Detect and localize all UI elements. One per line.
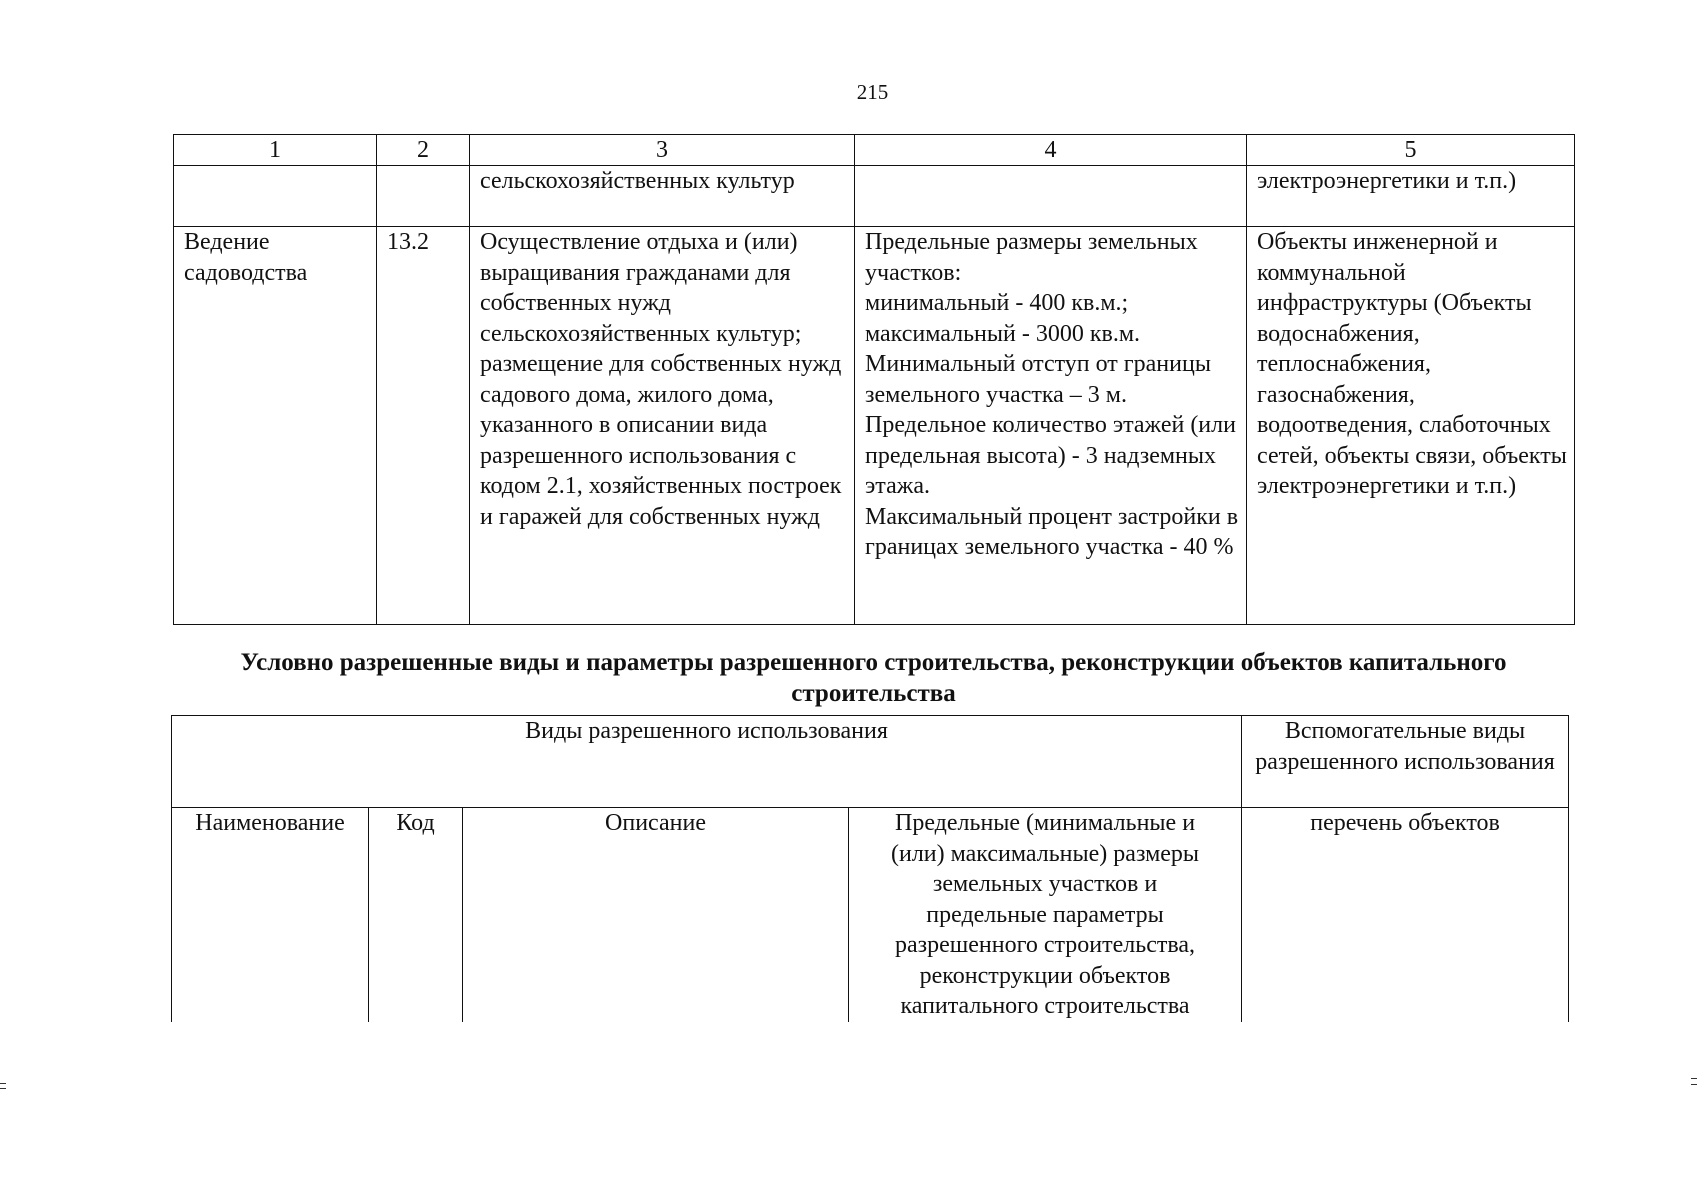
parameters-column-header: Предельные (минимальные и (или) максимальные) размеры земельных участков и предельные параметры разрешенного строительства, реконструкции объектов капитального строительства: [849, 808, 1242, 1022]
code-column-header: Код: [369, 808, 463, 1022]
continuation-parameters-cell: [855, 166, 1247, 227]
use-parameters-cell: Предельные размеры земельных участков: минимальный - 400 кв.м.; максимальный - 3000 кв.м. Минимальный отступ от границы земельного участка – 3 м. Предельное количество этажей (или предельная высота) - 3 надземных этажа. Максимальный процент застройки в границах земельного участка - 40 %: [855, 227, 1247, 625]
continuation-auxiliary-cell: электроэнергетики и т.п.): [1247, 166, 1575, 227]
description-column-header: Описание: [463, 808, 849, 1022]
scan-margin-mark-left: [0, 1088, 6, 1089]
auxiliary-uses-header: Вспомогательные виды разрешенного использования: [1242, 716, 1569, 808]
column-number-row: [174, 135, 1575, 166]
column-header-row: [172, 808, 1569, 1022]
column-number-3: 3: [470, 135, 855, 166]
scan-margin-mark-right: [1691, 1084, 1697, 1085]
use-name-cell: Ведение садоводства: [174, 227, 377, 625]
column-number-2: 2: [377, 135, 470, 166]
continuation-description-cell: сельскохозяйственных культур: [470, 166, 855, 227]
continuation-code-cell: [377, 166, 470, 227]
continuation-name-cell: [174, 166, 377, 227]
use-code-cell: 13.2: [377, 227, 470, 625]
column-number-4: 4: [855, 135, 1247, 166]
use-description-cell: Осуществление отдыха и (или) выращивания гражданами для собственных нужд сельскохозяйственных культур; размещение для собственных нужд садового дома, жилого дома, указанного в описании вида разрешенного использования с кодом 2.1, хозяйственных построек и гаражей для собственных нужд: [470, 227, 855, 625]
column-number-1: 1: [174, 135, 377, 166]
permitted-uses-table-continued: [173, 134, 1575, 625]
objects-list-column-header: перечень объектов: [1242, 808, 1569, 1022]
scan-margin-mark-left: [0, 1083, 6, 1084]
group-header-row: [172, 716, 1569, 808]
column-number-5: 5: [1247, 135, 1575, 166]
continuation-row: [174, 166, 1575, 227]
scan-margin-mark-right: [1691, 1078, 1697, 1079]
table-row: [174, 227, 1575, 625]
page-number: 215: [856, 80, 889, 104]
name-column-header: Наименование: [172, 808, 369, 1022]
section-title: Условно разрешенные виды и параметры разрешенного строительства, реконструкции объектов капитального строительства: [240, 649, 1507, 707]
conditional-uses-table: [171, 715, 1569, 1022]
auxiliary-uses-cell: Объекты инженерной и коммунальной инфраструктуры (Объекты водоснабжения, теплоснабжения, газоснабжения, водоотведения, слаботочных сетей, объекты связи, объекты электроэнергетики и т.п.): [1247, 227, 1575, 625]
permitted-uses-group-header: Виды разрешенного использования: [172, 716, 1242, 808]
